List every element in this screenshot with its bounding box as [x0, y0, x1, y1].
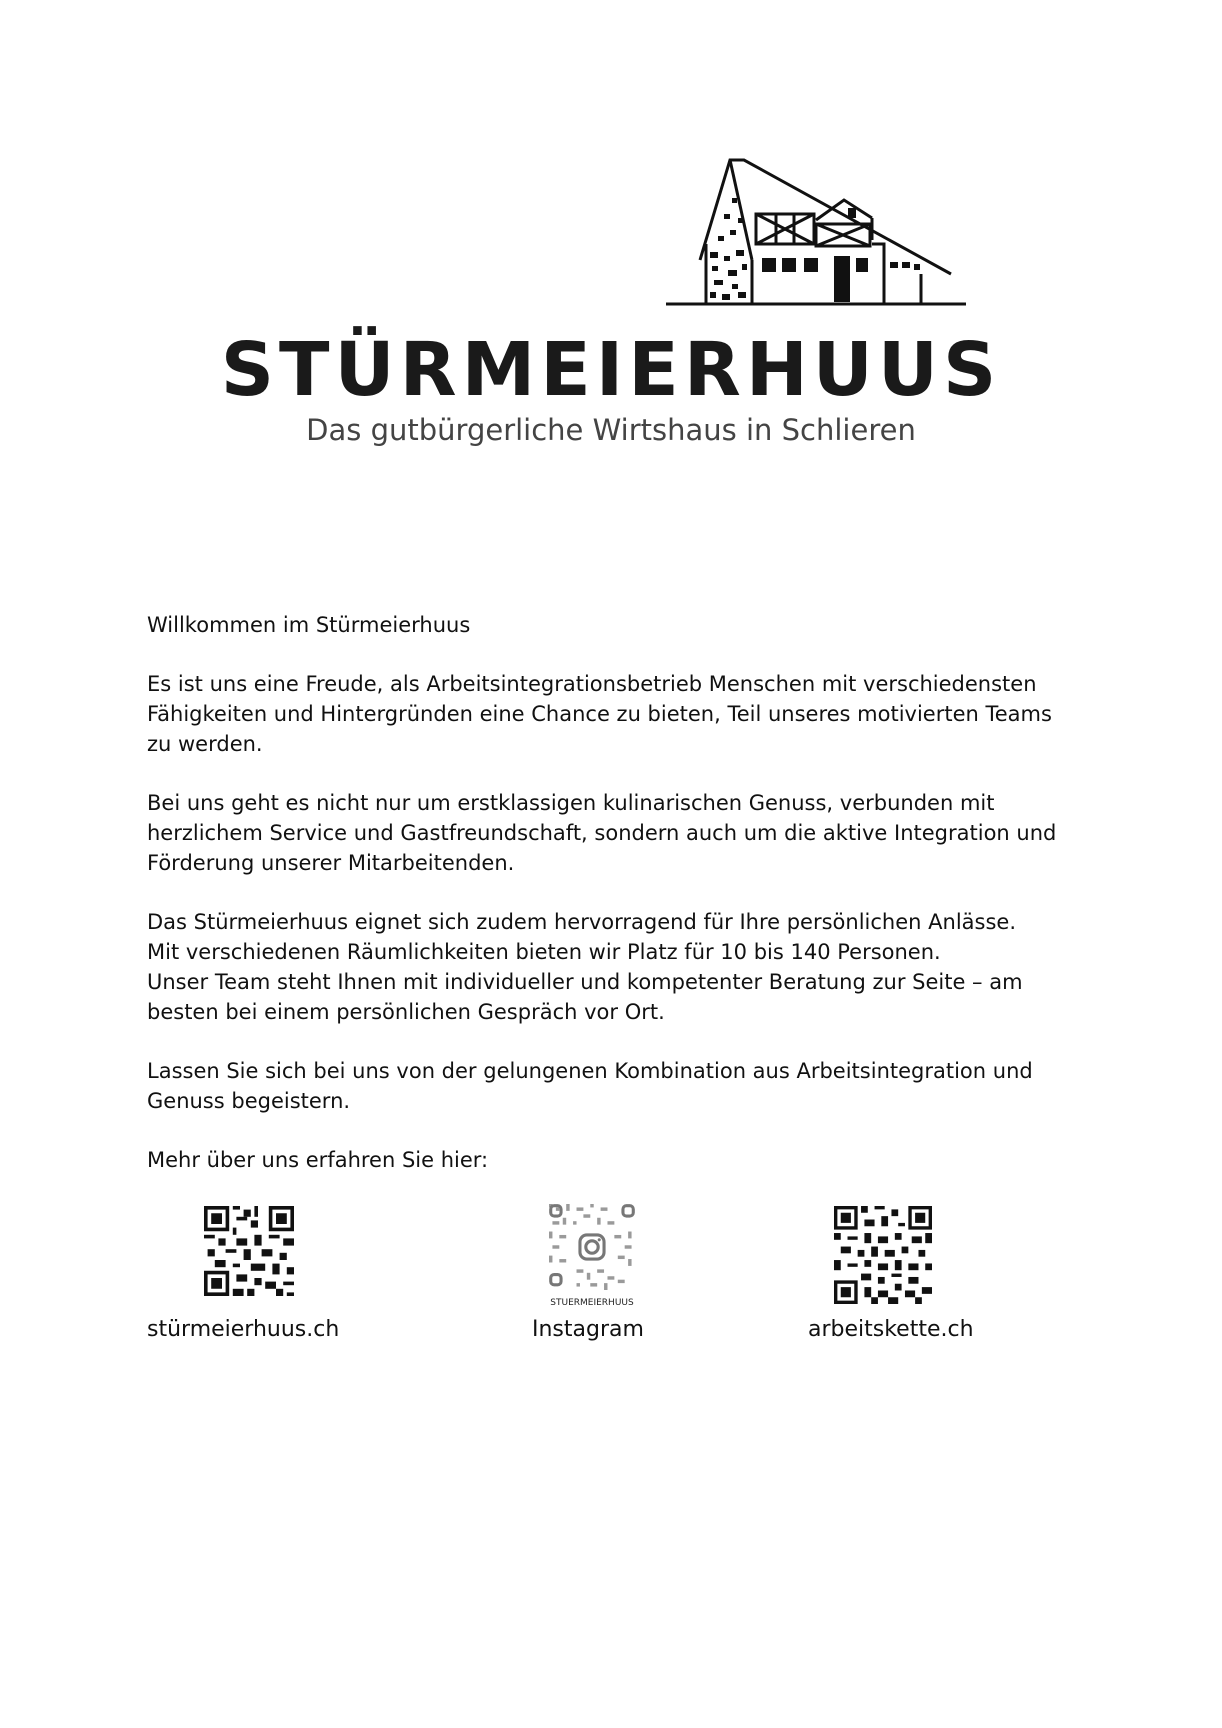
- paragraph-events: Das Stürmeierhuus eignet sich zudem hervorragend für Ihre persönlichen Anlässe. Mit verschiedenen Räumlichkeiten bieten wir Platz für 10 bis 140 Personen. Unser Team steht Ihnen mit individueller und kompetenter Beratung zur Seite – am besten bei einem persönlichen Gespräch vor Ort.: [147, 910, 1023, 1024]
- paragraph-integration: Es ist uns eine Freude, als Arbeitsintegrationsbetrieb Menschen mit verschiedensten Fähigkeiten und Hintergründen eine Chance zu bieten, Teil unseres motivierten Teams zu werden.: [147, 672, 1052, 756]
- instagram-link[interactable]: Instagram: [532, 1317, 644, 1342]
- brand-name: STÜRMEIERHUUS: [220, 327, 1002, 413]
- brand-tagline: Das gutbürgerliche Wirtshaus in Schlieren: [306, 413, 916, 447]
- qr-code-icon[interactable]: [204, 1206, 294, 1296]
- qr-code-icon[interactable]: [834, 1206, 932, 1304]
- paragraph-cuisine: Bei uns geht es nicht nur um erstklassigen kulinarischen Genuss, verbunden mit herzlichem Service und Gastfreundschaft, sondern auch um die aktive Integration und Förderung unserer Mitarbeitenden.: [147, 791, 1057, 875]
- half-timbered-house-icon: [666, 152, 966, 312]
- welcome-text: [147, 610, 1107, 1204]
- website-link[interactable]: stürmeierhuus.ch: [147, 1317, 340, 1342]
- arbeitskette-link[interactable]: arbeitskette.ch: [808, 1317, 974, 1342]
- instagram-code-label: STUERMEIERHUUS: [550, 1298, 634, 1308]
- paragraph-closing: Lassen Sie sich bei uns von der gelungenen Kombination aus Arbeitsintegration und Genuss begeistern.: [147, 1059, 1033, 1113]
- more-info-label: Mehr über uns erfahren Sie hier:: [147, 1148, 489, 1172]
- instagram-qr-code-icon[interactable]: [549, 1204, 635, 1290]
- greeting: Willkommen im Stürmeierhuus: [147, 613, 471, 637]
